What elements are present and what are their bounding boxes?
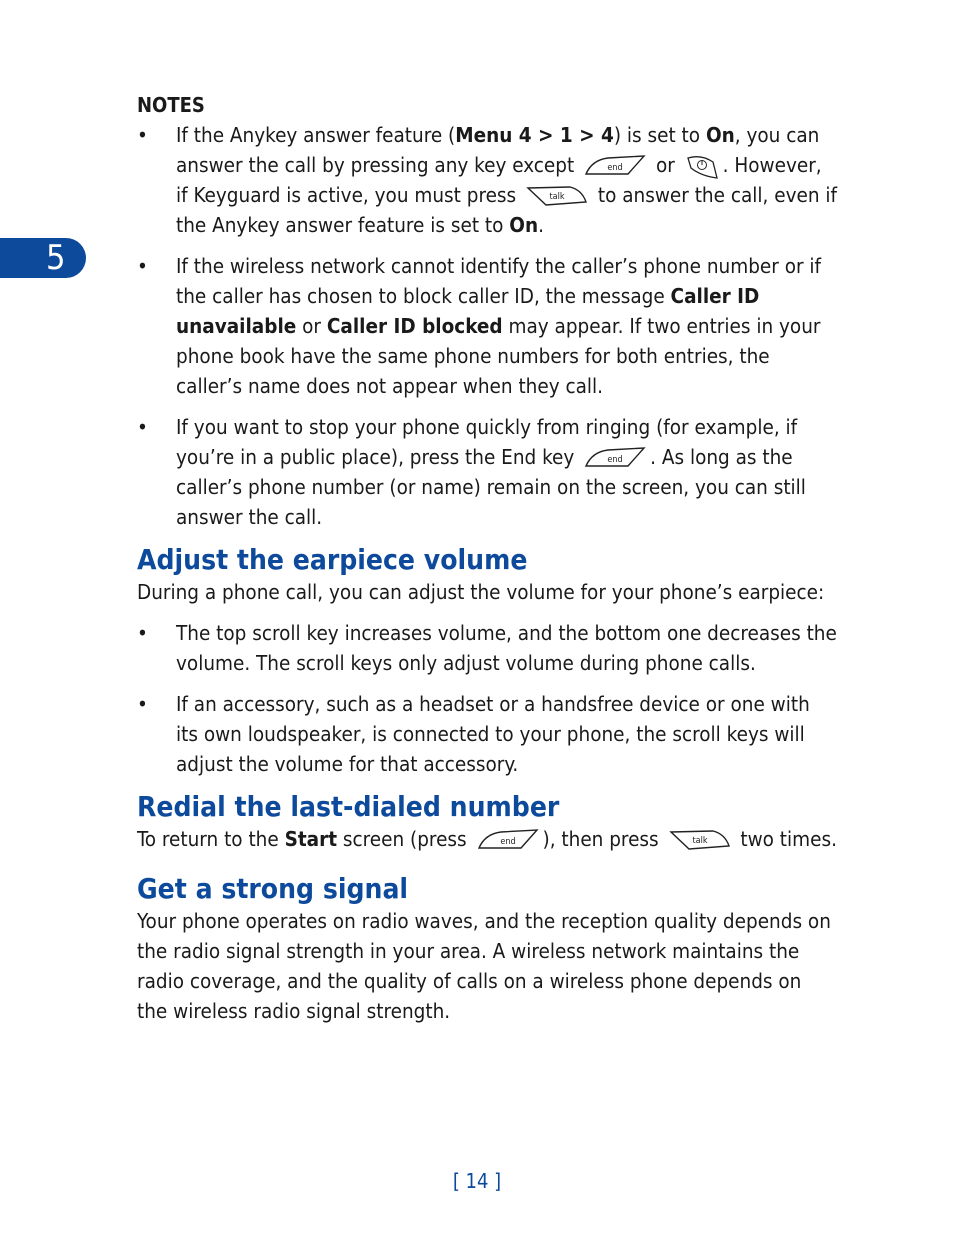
note-text: or <box>296 314 327 338</box>
note-text: If you want to stop your phone quickly from ringing (for example, if you’re in a public place), press the End key <box>176 415 798 469</box>
note-caller-id <box>137 251 837 401</box>
page-number: [ 14 ] <box>452 1169 502 1193</box>
message-name: Caller ID unavailable <box>176 284 760 338</box>
setting-on: On <box>509 213 539 237</box>
end-key-icon <box>584 154 646 178</box>
redial-text-part: ), then press <box>542 827 659 851</box>
page-content <box>137 90 837 1026</box>
volume-intro: During a phone call, you can adjust the volume for your phone’s earpiece: <box>137 580 825 604</box>
redial-text-part: two times. <box>740 827 837 851</box>
note-text: , you can answer the call by pressing any key except <box>176 123 820 177</box>
svg-text:end: end <box>607 163 623 173</box>
note-anykey <box>137 120 837 240</box>
note-text: . As long as the caller’s phone number (or name) remain on the screen, you can still answer the call. <box>176 445 806 529</box>
svg-text:talk: talk <box>549 192 565 202</box>
end-key-icon <box>584 446 646 470</box>
message-name: Caller ID blocked <box>326 314 503 338</box>
section-heading-redial: Redial the last-dialed number <box>137 790 560 823</box>
section-heading-volume: Adjust the earpiece volume <box>137 543 528 576</box>
volume-bullet: • If an accessory, such as a headset or a handsfree device or one with its own loudspeaker, is connected to your phone, the scroll keys will adjust the volume for that accessory. <box>137 689 837 779</box>
redial-text <box>137 824 837 854</box>
svg-text:talk: talk <box>691 836 708 846</box>
volume-list <box>137 618 837 779</box>
notes-label: NOTES <box>137 93 205 117</box>
section-heading-signal: Get a strong signal <box>137 872 409 905</box>
note-text: If the wireless network cannot identify the caller’s phone number or if the caller has chosen to block caller ID, the message <box>176 254 822 308</box>
talk-key-icon <box>669 828 731 852</box>
menu-path: Menu 4 > 1 > 4 <box>455 123 614 147</box>
note-text: . However, if Keyguard is active, you must press <box>176 153 822 207</box>
note-text: to answer the call, even if the Anykey answer feature is set to <box>176 183 838 237</box>
notes-list <box>137 120 837 532</box>
note-text: or <box>655 153 675 177</box>
redial-text-part: screen (press <box>337 827 467 851</box>
setting-on: On <box>705 123 735 147</box>
power-key-icon <box>685 152 719 180</box>
end-key-icon <box>477 828 539 852</box>
volume-bullet: • The top scroll key increases volume, and the bottom one decreases the volume. The scroll keys only adjust volume during phone calls. <box>137 618 837 678</box>
note-text: may appear. If two entries in your phone book have the same phone numbers for both entries, the caller’s name does not appear when they call. <box>176 314 821 398</box>
chapter-tab: 5 <box>0 238 86 278</box>
note-text: . <box>538 213 544 237</box>
svg-text:end: end <box>607 455 623 465</box>
note-text: If the Anykey answer feature ( <box>176 123 456 147</box>
start-screen-name: Start <box>284 827 338 851</box>
note-stop-ringing <box>137 412 837 532</box>
note-text: ) is set to <box>613 123 706 147</box>
redial-text-part: To return to the <box>137 827 285 851</box>
talk-key-icon <box>526 184 588 208</box>
signal-body: Your phone operates on radio waves, and the reception quality depends on the radio signal strength in your area. A wireless network maintains the radio coverage, and the quality of calls on a wireless phone depends on the wireless radio signal strength. <box>137 909 831 1023</box>
svg-text:end: end <box>499 837 516 847</box>
